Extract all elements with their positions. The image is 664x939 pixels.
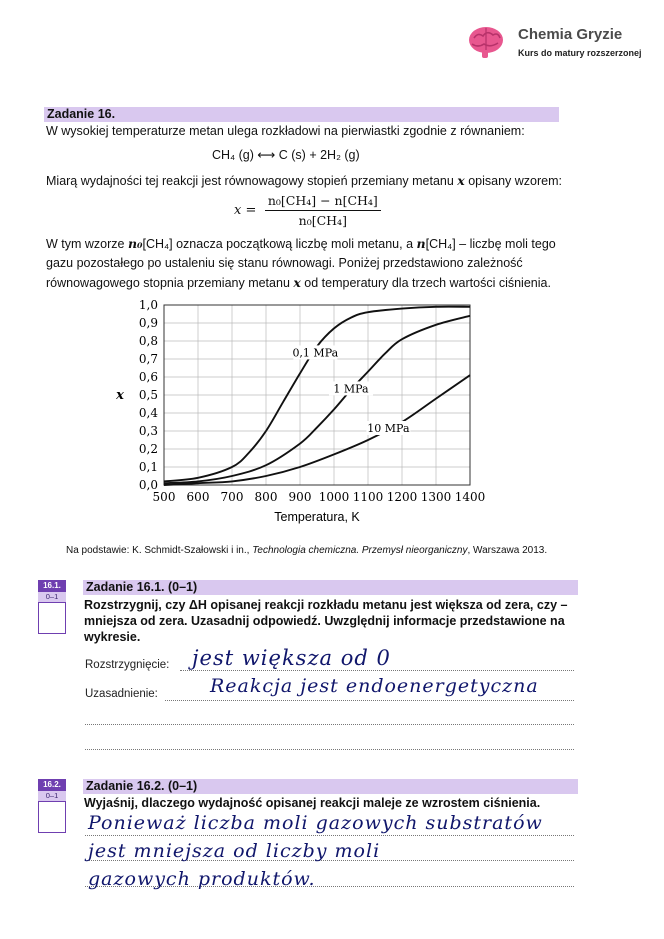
measure-var: x: [457, 173, 465, 188]
answer-16-2-text-2[interactable]: jest mniejsza od liczby moli: [88, 840, 381, 862]
x-tick-label: 900: [288, 490, 312, 504]
answer-16-2-text-1[interactable]: Ponieważ liczba moli gazowych substratów: [88, 812, 543, 834]
y-tick-label: 1,0: [138, 298, 158, 312]
series-line-2: [164, 375, 470, 485]
formula-fraction: [265, 193, 381, 228]
y-tick-label: 0,9: [138, 316, 158, 330]
series-line-0: [164, 307, 470, 482]
formula-lhs: x =: [234, 203, 257, 218]
decision-line: [180, 670, 574, 671]
y-tick-label: 0,7: [138, 352, 158, 366]
decision-label: Rozstrzygnięcie:: [85, 659, 170, 671]
brand-header: [466, 24, 656, 64]
measure-text-a: Miarą wydajności tej reakcji jest równowagowy stopień przemiany metanu: [46, 174, 458, 188]
y-tick-label: 0,0: [138, 478, 158, 492]
explain-part-4: od temperatury dla trzech wartości ciśnienia.: [300, 276, 551, 290]
series-label-1: 1 MPa: [333, 382, 369, 396]
brand-subtitle: Kurs do matury rozszerzonej: [518, 48, 642, 58]
justification-line: [165, 700, 574, 701]
source-title: Technologia chemiczna. Przemysł nieorganiczny: [252, 545, 468, 556]
task-16-2-points: 0–1: [38, 791, 66, 801]
decision-answer[interactable]: jest większa od 0: [192, 646, 391, 670]
series-label-2: 10 MPa: [367, 422, 410, 435]
y-tick-label: 0,1: [138, 460, 158, 474]
task-16-1-number: 16.1.: [38, 580, 66, 592]
source-suffix: , Warszawa 2013.: [467, 545, 548, 556]
source-prefix: Na podstawie: K. Schmidt-Szałowski i in.,: [66, 545, 253, 556]
explain-part-2: [CH₄] oznacza początkową liczbę moli metanu, a: [142, 237, 417, 251]
explain-paragraph: [46, 234, 558, 293]
x-tick-label: 1200: [386, 490, 418, 504]
task-16-1-question: Rozstrzygnij, czy ΔH opisanej reakcji rozkładu metanu jest większa od zera, czy – mniejsza od zera. Uzasadnij odpowiedź. Uwzględnij informacje przedstawione na wykresie.: [84, 598, 568, 644]
justification-answer[interactable]: Reakcja jest endoenergetyczna: [210, 675, 539, 697]
formula-numerator: n₀[CH₄] − n[CH₄]: [265, 193, 381, 211]
y-tick-label: 0,5: [138, 388, 158, 402]
explain-n: n: [416, 236, 426, 251]
series-label-0: 0,1 MPa: [292, 346, 339, 360]
task-16-title: Zadanie 16.: [47, 107, 116, 121]
answer-line-extra-2: [85, 749, 574, 750]
task-16-2-score-field[interactable]: [38, 801, 66, 833]
brand-title: Chemia Gryzie: [518, 26, 623, 43]
answer-line-extra-1: [85, 724, 574, 725]
x-tick-label: 700: [220, 490, 244, 504]
measure-sentence: [46, 171, 586, 191]
x-tick-label: 1000: [318, 490, 350, 504]
task-16-2-question: Wyjaśnij, dlaczego wydajność opisanej reakcji maleje ze wzrostem ciśnienia.: [84, 796, 541, 810]
task-16-2-title: Zadanie 16.2. (0–1): [86, 779, 198, 793]
task-16-1-points: 0–1: [38, 592, 66, 602]
explain-part-1: W tym wzorze: [46, 237, 128, 251]
answer-16-2-line-1: [85, 835, 574, 836]
task-16-1-score-box: [38, 580, 66, 634]
source-citation: [66, 545, 547, 556]
x-tick-label: 1300: [420, 490, 452, 504]
explain-n0: n₀: [127, 236, 143, 251]
y-tick-label: 0,6: [138, 370, 158, 384]
formula-denominator: n₀[CH₄]: [298, 213, 347, 228]
explain-x: x: [293, 275, 301, 290]
x-tick-label: 1400: [454, 490, 486, 504]
reaction-equation: CH₄ (g) ⟷ C (s) + 2H₂ (g): [212, 148, 360, 162]
y-axis-label: x: [116, 388, 124, 403]
y-tick-label: 0,3: [138, 424, 158, 438]
y-tick-label: 0,2: [138, 442, 158, 456]
x-tick-label: 600: [186, 490, 210, 504]
task-16-2-number: 16.2.: [38, 779, 66, 791]
x-axis-label: Temperatura, K: [274, 510, 360, 524]
task-16-intro: W wysokiej temperaturze metan ulega rozkładowi na pierwiastki zgodnie z równaniem:: [46, 124, 525, 138]
task-16-title-bar: [44, 107, 559, 122]
brain-logo-icon: [466, 24, 506, 60]
measure-text-b: opisany wzorem:: [464, 174, 563, 188]
x-tick-label: 500: [152, 490, 176, 504]
x-tick-label: 1100: [352, 490, 384, 504]
conversion-formula: [234, 193, 381, 228]
explain-part-3: [CH₄] – liczbę moli tego gazu pozostałego po ustaleniu się stanu równowagi. Poniżej przedstawiono zależność równowagowego stopnia przemiany metanu: [46, 237, 556, 290]
y-tick-label: 0,8: [138, 334, 158, 348]
justification-label: Uzasadnienie:: [85, 688, 158, 700]
task-16-1-title: Zadanie 16.1. (0–1): [86, 580, 198, 594]
equilibrium-chart: [100, 292, 500, 532]
y-tick-label: 0,4: [138, 406, 158, 420]
x-tick-label: 800: [254, 490, 278, 504]
answer-16-2-text-3[interactable]: gazowych produktów.: [88, 868, 316, 890]
task-16-1-score-field[interactable]: [38, 602, 66, 634]
task-16-2-score-box: [38, 779, 66, 833]
